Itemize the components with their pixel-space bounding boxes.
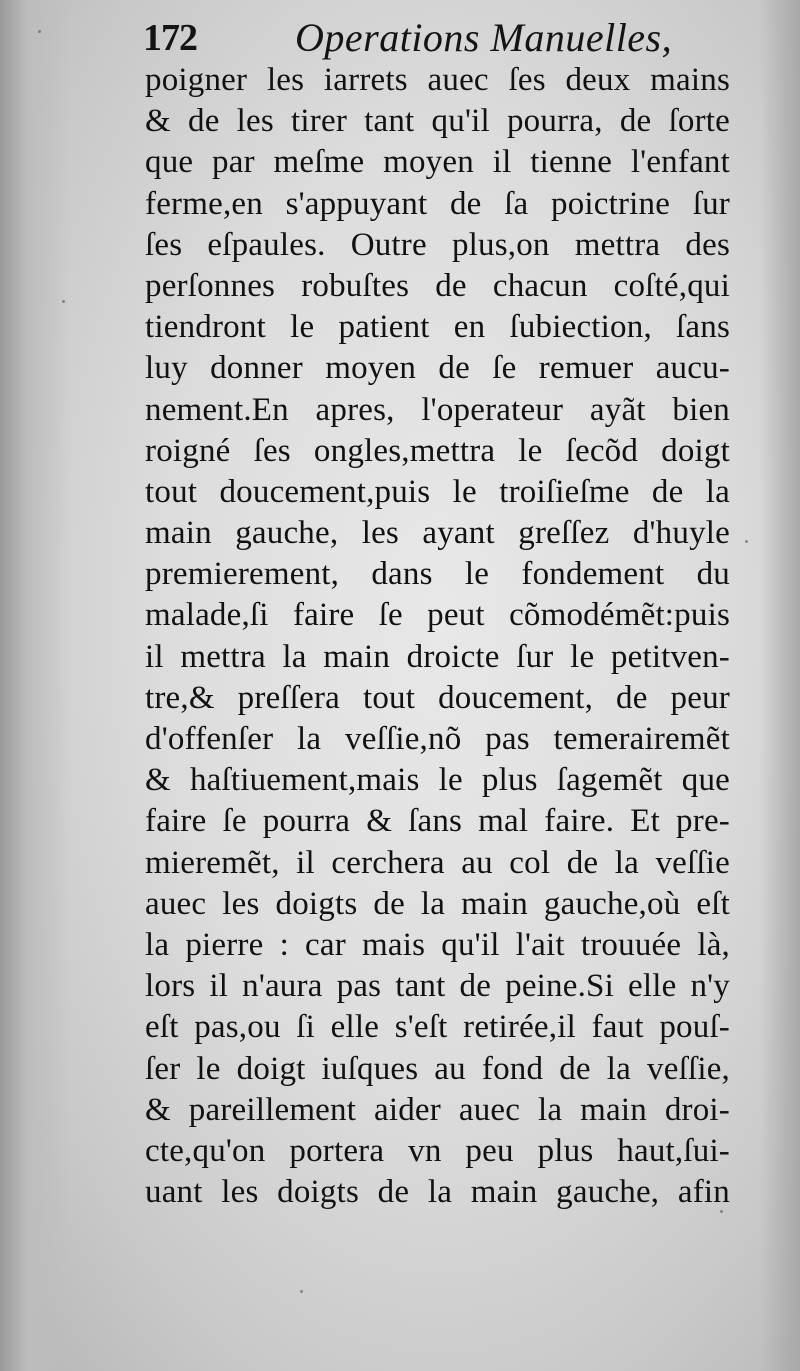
- text-line: & de les tirer tant qu'il pourra, de ſorte: [145, 103, 730, 140]
- text-line: eſt pas,ou ſi elle s'eſt retirée,il faut pouſ-: [145, 1009, 730, 1046]
- running-title: Operations Manuelles,: [295, 15, 673, 60]
- text-line: il mettra la main droicte ſur le petitven-: [145, 638, 730, 675]
- text-line: luy donner moyen de ſe remuer aucu-: [145, 350, 730, 387]
- paper-speck: [720, 1210, 723, 1213]
- text-line: auec les doigts de la main gauche,où eſt: [145, 885, 730, 922]
- text-line: & pareillement aider auec la main droi-: [145, 1091, 730, 1128]
- text-line: poigner les iarrets auec ſes deux mains: [145, 62, 730, 98]
- text-line: d'offenſer la veſſie,nõ pas temerairemẽt: [145, 721, 730, 757]
- text-line: tout doucement,puis le troiſieſme de la: [145, 473, 730, 510]
- text-line: nement.En apres, l'operateur ayãt bien: [145, 391, 730, 428]
- text-line: faire ſe pourra & ſans mal faire. Et pre-: [145, 803, 730, 840]
- text-line: uant les doigts de la main gauche, afin: [145, 1174, 730, 1211]
- text-line: main gauche, les ayant greſſez d'huyle: [145, 515, 730, 552]
- text-line: tiendront le patient en ſubiection, ſans: [145, 309, 730, 346]
- text-line: mieremẽt, il cerchera au col de la veſſie: [145, 844, 730, 881]
- text-line: cte,qu'on portera vn peu plus haut,ſui-: [145, 1132, 730, 1169]
- text-line: malade,ſi faire ſe peut cõmodémẽt:puis: [145, 597, 730, 634]
- text-line: la pierre : car mais qu'il l'ait trouuée là,: [145, 926, 730, 963]
- body-text: [145, 60, 730, 1213]
- paper-speck: [300, 1290, 303, 1293]
- text-line: ſer le doigt iuſques au fond de la veſſie,: [145, 1050, 730, 1087]
- paper-speck: [62, 300, 65, 303]
- paper-speck: [38, 30, 41, 33]
- text-line: que par meſme moyen il tienne l'enfant: [145, 144, 730, 181]
- text-line: ſes eſpaules. Outre plus,on mettra des: [145, 226, 730, 263]
- text-line: & haſtiuement,mais le plus ſagemẽt que: [145, 762, 730, 799]
- text-line: perſonnes robuſtes de chacun coſté,qui: [145, 267, 730, 304]
- text-line: roigné ſes ongles,mettra le ſecõd doigt: [145, 432, 730, 469]
- gutter-shadow: [0, 0, 70, 1371]
- text-line: premierement, dans le fondement du: [145, 556, 730, 593]
- text-line: tre,& preſſera tout doucement, de peur: [145, 679, 730, 716]
- page-edge-shadow: [760, 0, 800, 1371]
- text-line: ferme,en s'appuyant de ſa poictrine ſur: [145, 185, 730, 222]
- paper-speck: [745, 540, 748, 543]
- page-number: 172: [143, 17, 197, 59]
- text-line: lors il n'aura pas tant de peine.Si elle n'y: [145, 968, 730, 1005]
- page-header: [143, 14, 673, 66]
